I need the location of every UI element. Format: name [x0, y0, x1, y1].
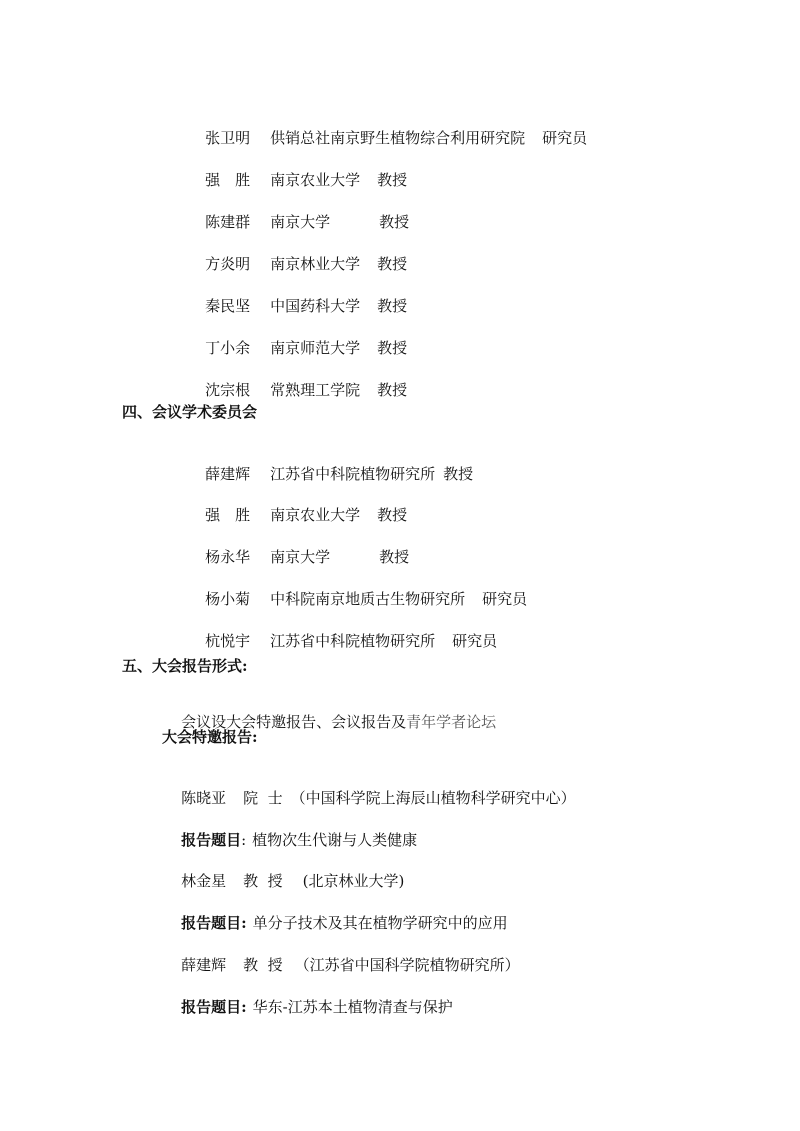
- member-title: 研究员: [542, 129, 588, 147]
- member-name: 陈建群: [205, 213, 251, 231]
- topic-text: 华东-江苏本土植物清查与保护: [252, 998, 453, 1016]
- member-name: 丁小余: [205, 339, 251, 357]
- member-affiliation: 江苏省中科院植物研究所: [270, 632, 436, 650]
- topic-text: 植物次生代谢与人类健康: [252, 831, 418, 849]
- speaker-affiliation: （江苏省中国科学院植物研究所）: [294, 956, 520, 974]
- report-topic-row: [162, 977, 453, 1037]
- member-title: 教授: [377, 339, 408, 357]
- member-title: 教授: [379, 213, 410, 231]
- member-title: 研究员: [482, 590, 528, 608]
- topic-separator: :: [241, 998, 247, 1016]
- member-affiliation: 南京师范大学: [270, 339, 361, 357]
- member-affiliation: 供销总社南京野生植物综合利用研究院: [270, 129, 526, 147]
- speaker-name: 陈晓亚: [181, 789, 227, 807]
- member-name: 张卫明: [205, 129, 251, 147]
- topic-label: 报告题目: [181, 914, 242, 932]
- speaker-rank: 教 授: [243, 872, 283, 890]
- member-title: 教授: [377, 255, 408, 273]
- member-name: 杨永华: [205, 548, 251, 566]
- member-name: 强 胜: [205, 171, 251, 189]
- member-affiliation: 常熟理工学院: [270, 381, 361, 399]
- intro-text-tail: 青年学者论坛: [406, 713, 497, 731]
- speaker-affiliation: (北京林业大学): [302, 872, 405, 890]
- member-affiliation: 中科院南京地质古生物研究所: [270, 590, 466, 608]
- speaker-affiliation: （中国科学院上海辰山植物科学研究中心）: [290, 789, 576, 807]
- speaker-rank: 教 授: [243, 956, 283, 974]
- member-name: 强 胜: [205, 506, 251, 524]
- member-affiliation: 中国药科大学: [270, 297, 361, 315]
- member-name: 薛建辉: [205, 465, 251, 483]
- speaker-name: 林金星: [181, 872, 227, 890]
- member-affiliation: 南京大学: [270, 548, 331, 566]
- member-name: 杨小菊: [205, 590, 251, 608]
- section-heading: 五、大会报告形式:: [122, 657, 248, 675]
- member-affiliation: 南京林业大学: [270, 255, 361, 273]
- topic-label: 报告题目: [181, 831, 242, 849]
- member-name: 沈宗根: [205, 381, 251, 399]
- member-affiliation: 南京大学: [270, 213, 331, 231]
- member-name: 杭悦宇: [205, 632, 251, 650]
- topic-separator: :: [241, 914, 247, 932]
- speaker-rank: 院 士: [243, 789, 283, 807]
- member-title: 教授: [377, 381, 408, 399]
- member-affiliation: 江苏省中科院植物研究所: [270, 465, 436, 483]
- member-title: 教授: [377, 171, 408, 189]
- member-affiliation: 南京农业大学: [270, 506, 361, 524]
- speaker-name: 薛建辉: [181, 956, 227, 974]
- member-name: 方炎明: [205, 255, 251, 273]
- member-title: 教授: [377, 297, 408, 315]
- section-heading: 四、会议学术委员会: [122, 403, 258, 421]
- subsection-heading: 大会特邀报告:: [162, 728, 258, 746]
- member-title: 教授: [379, 548, 410, 566]
- topic-text: 单分子技术及其在植物学研究中的应用: [252, 914, 508, 932]
- member-title: 研究员: [452, 632, 498, 650]
- member-name: 秦民坚: [205, 297, 251, 315]
- topic-separator: :: [241, 831, 247, 849]
- member-affiliation: 南京农业大学: [270, 171, 361, 189]
- member-title: 教授: [377, 506, 408, 524]
- member-title: 教授: [443, 465, 474, 483]
- intro-text: 会议设大会特邀报告、会议报告及: [181, 713, 407, 731]
- topic-label: 报告题目: [181, 998, 242, 1016]
